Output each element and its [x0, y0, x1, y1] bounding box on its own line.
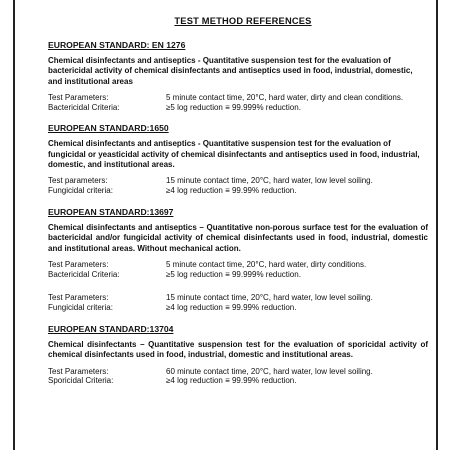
parameter-row	[48, 367, 428, 377]
standard-section	[48, 40, 428, 112]
parameter-row	[48, 270, 428, 280]
parameter-label: Test parameters:	[48, 176, 108, 186]
parameter-row	[48, 260, 428, 270]
standard-description: Chemical disinfectants and antiseptics - Quantitative suspension test for the evaluation of fungicidal or yeasticidal activity of chemical disinfectants and antiseptics used in food, industrial, domestic, and institutional areas.	[48, 139, 420, 170]
parameter-value: 5 minute contact time, 20°C, hard water, dirty conditions.	[166, 259, 367, 269]
parameter-value: 60 minute contact time, 20°C, hard water, low level soiling.	[166, 366, 373, 376]
right-border-line	[436, 0, 438, 450]
parameter-row	[48, 186, 428, 196]
parameter-label: Sporicidal Criteria:	[48, 376, 114, 386]
parameter-label: Test Parameters:	[48, 366, 109, 376]
document-content	[48, 16, 428, 397]
standard-description: Chemical disinfectants and antiseptics - Quantitative suspension test for the evaluation of bactericidal activity of chemical disinfectants and antiseptics used in food, industrial, domestic, and institutional areas	[48, 56, 413, 86]
standard-heading: EUROPEAN STANDARD: EN 1276	[48, 40, 186, 50]
standard-heading: EUROPEAN STANDARD:1650	[48, 123, 169, 134]
parameter-label: Bactericidal Criteria:	[48, 269, 120, 279]
standard-section	[48, 207, 428, 313]
parameter-value: ≥4 log reduction ≡ 99.99% reduction.	[166, 376, 297, 386]
parameter-label: Fungicidal criteria:	[48, 303, 113, 313]
parameter-label: Test Parameters:	[48, 293, 109, 303]
parameter-row	[48, 93, 428, 103]
standard-heading: EUROPEAN STANDARD:13697	[48, 206, 174, 217]
parameter-label: Test Parameters:	[48, 259, 109, 269]
parameter-value: ≥4 log reduction ≡ 99.99% reduction.	[166, 303, 297, 313]
parameter-row	[48, 303, 428, 313]
standard-description: Chemical disinfectants – Quantitative suspension test for the evaluation of sporicidal activity of chemical disinfectants used in food, industrial, domestic and institutional areas.	[48, 340, 428, 360]
parameter-row	[48, 103, 428, 113]
parameter-group	[48, 367, 428, 387]
parameter-label: Bactericidal Criteria:	[48, 102, 120, 112]
parameter-value: 15 minute contact time, 20°C, hard water, low level soiling.	[166, 176, 373, 186]
parameter-value: 15 minute contact time, 20°C, hard water, low level soiling.	[166, 293, 373, 303]
parameter-value: 5 minute contact time, 20°C, hard water, dirty and clean conditions.	[166, 92, 404, 102]
left-border-line	[13, 0, 15, 450]
standard-section	[48, 123, 428, 195]
parameter-group	[48, 260, 428, 280]
parameter-value: ≥4 log reduction ≡ 99.99% reduction.	[166, 186, 297, 196]
standard-section	[48, 324, 428, 386]
parameter-label: Fungicidal criteria:	[48, 186, 113, 196]
parameter-group	[48, 176, 428, 196]
parameter-row	[48, 176, 428, 186]
parameter-row	[48, 293, 428, 303]
standard-description: Chemical disinfectants and antiseptics – Quantitative non-porous surface test for the evaluation of bactericidal and/or fungicidal activity of chemical disinfectants used in food, industrial, domestic and institutional areas. Without mechanical action.	[48, 222, 428, 253]
parameter-group	[48, 93, 428, 113]
parameter-row	[48, 376, 428, 386]
parameter-label: Test Parameters:	[48, 92, 109, 102]
parameter-value: ≥5 log reduction ≡ 99.999% reduction.	[166, 102, 301, 112]
parameter-value: ≥5 log reduction ≡ 99.999% reduction.	[166, 269, 301, 279]
standard-heading: EUROPEAN STANDARD:13704	[48, 324, 174, 335]
page-title: TEST METHOD REFERENCES	[174, 16, 312, 26]
parameter-group	[48, 293, 428, 313]
